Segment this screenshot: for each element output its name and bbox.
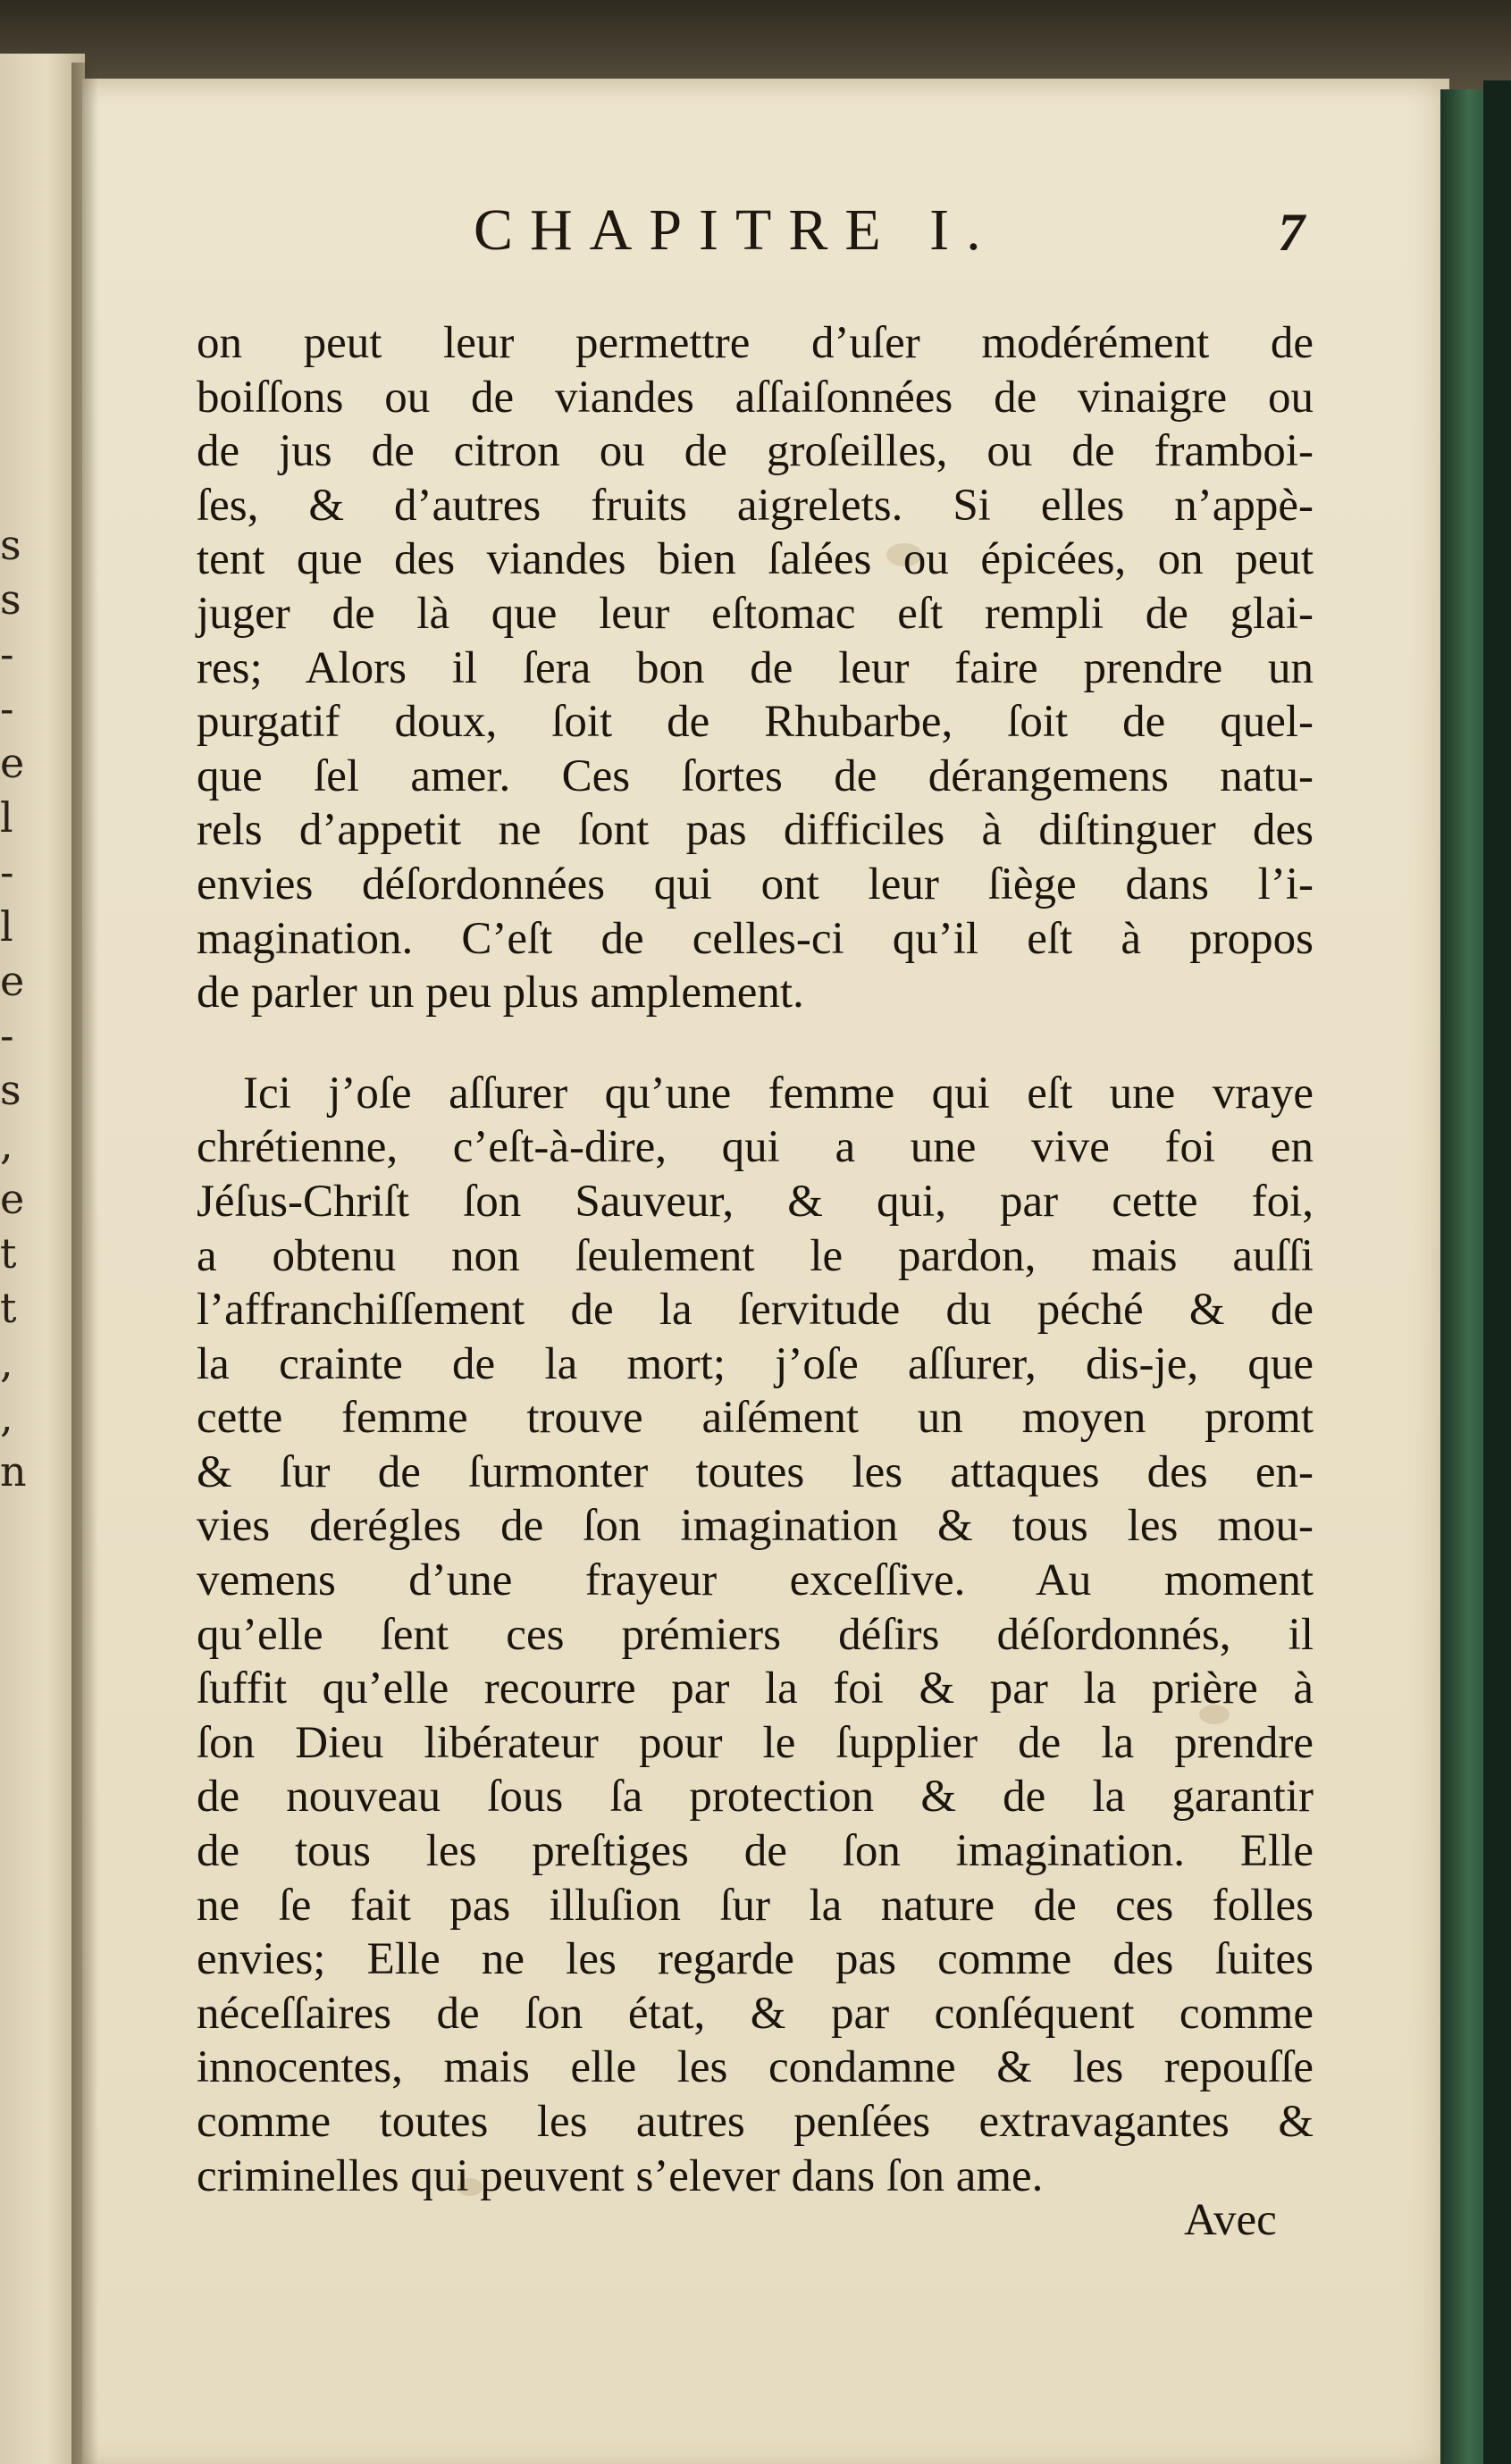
facing-page-letter: s xyxy=(0,1066,21,1114)
text-line: vies derégles de ſon imagination & tous les mou- xyxy=(197,1501,1314,1552)
paragraph xyxy=(197,1067,1314,2203)
facing-page-letter: t xyxy=(0,1229,17,1278)
facing-page-letter: e xyxy=(0,1175,25,1223)
facing-page-letter: e xyxy=(0,957,25,1005)
text-line: la crainte de la mort; j’oſe aſſurer, dis-je, que xyxy=(197,1338,1314,1389)
paragraph xyxy=(197,316,1314,1020)
facing-page-letter: - xyxy=(0,630,14,678)
text-line: ne ſe fait pas illuſion ſur la nature de ces folles xyxy=(197,1880,1314,1931)
text-line: rels d’appetit ne ſont pas difficiles à diſtinguer des xyxy=(197,805,1314,856)
catchword: Avec xyxy=(1184,2195,1277,2245)
text-line: juger de là que leur eſtomac eſt rempli de glai- xyxy=(197,588,1314,639)
text-line: on peut leur permettre d’uſer modérément de xyxy=(197,318,1314,368)
text-line: qu’elle ſent ces prémiers déſirs déſordonnés, il xyxy=(197,1609,1314,1660)
chapter-title: CHAPITRE I. xyxy=(474,197,998,263)
text-line: comme toutes les autres penſées extravagantes & xyxy=(197,2097,1314,2147)
text-line: envies; Elle ne les regarde pas comme des ſuites xyxy=(197,1934,1314,1985)
facing-page-letters xyxy=(0,518,27,1499)
text-line: innocentes, mais elle les condamne & les repouſſe xyxy=(197,2042,1314,2093)
text-line: ſon Dieu libérateur pour le ſupplier de la prendre xyxy=(197,1717,1314,1768)
text-line: boiſſons ou de viandes aſſaiſonnées de vinaigre ou xyxy=(197,372,1314,423)
text-line: Jéſus-Chriſt ſon Sauveur, & qui, par cette foi, xyxy=(197,1176,1314,1227)
text-line: de parler un peu plus amplement. xyxy=(197,968,804,1018)
facing-page-letter: - xyxy=(0,848,14,896)
running-header xyxy=(82,197,1449,277)
text-line: tent que des viandes bien ſalées ou épicées, on peut xyxy=(197,534,1314,585)
text-line: de tous les preſtiges de ſon imagination. Elle xyxy=(197,1826,1314,1877)
text-line: de nouveau ſous ſa protection & de la garantir xyxy=(197,1772,1314,1823)
text-line: magination. C’eſt de celles-ci qu’il eſt à propos xyxy=(197,913,1314,964)
facing-page-letter: l xyxy=(0,902,13,951)
gutter-shadow xyxy=(71,63,98,2464)
text-line: vemens d’une frayeur exceſſive. Au moment xyxy=(197,1555,1314,1606)
text-line: & ſur de ſurmonter toutes les attaques des en- xyxy=(197,1446,1314,1497)
text-line: de jus de citron ou de groſeilles, ou de framboi- xyxy=(197,426,1314,477)
body-text xyxy=(197,316,1314,2203)
text-line: ſes, & d’autres fruits aigrelets. Si elles n’appè- xyxy=(197,480,1314,531)
text-line: purgatif doux, ſoit de Rhubarbe, ſoit de quel- xyxy=(197,697,1314,748)
text-line: cette femme trouve aiſément un moyen promt xyxy=(197,1393,1314,1444)
facing-page-letter: l xyxy=(0,793,13,842)
facing-page-letter: t xyxy=(0,1284,17,1332)
facing-page-letter: , xyxy=(0,1393,13,1441)
facing-page-letter: n xyxy=(0,1447,27,1496)
text-line: que ſel amer. Ces ſortes de dérangemens natu- xyxy=(197,750,1314,801)
text-line: criminelles qui peuvent s’elever dans ſon ame. xyxy=(197,2150,1044,2201)
text-line: ſuffit qu’elle recourre par la foi & par la prière à xyxy=(197,1664,1314,1714)
facing-page-letter: , xyxy=(0,1120,13,1169)
facing-page-letter: s xyxy=(0,575,21,624)
facing-page-letter: s xyxy=(0,521,21,569)
book-cover-shadow xyxy=(1483,80,1511,2464)
facing-page-letter: , xyxy=(0,1338,13,1387)
text-line: néceſſaires de ſon état, & par conſéquent comme xyxy=(197,1988,1314,2039)
facing-page-letter: - xyxy=(0,1011,14,1060)
text-line: res; Alors il ſera bon de leur faire prendre un xyxy=(197,642,1314,693)
text-line: chrétienne, c’eſt-à-dire, qui a une vive foi en xyxy=(197,1122,1314,1173)
text-line: Ici j’oſe aſſurer qu’une femme qui eſt une vraye xyxy=(243,1068,1314,1119)
facing-page-letter: - xyxy=(0,684,14,733)
text-line: envies déſordonnées qui ont leur ſiège dans l’i- xyxy=(197,859,1314,909)
page-number: 7 xyxy=(1278,203,1305,262)
facing-page-letter: e xyxy=(0,739,25,787)
text-line: a obtenu non ſeulement le pardon, mais auſſi xyxy=(197,1230,1314,1281)
text-line: l’affranchiſſement de la ſervitude du péché & de xyxy=(197,1285,1314,1336)
